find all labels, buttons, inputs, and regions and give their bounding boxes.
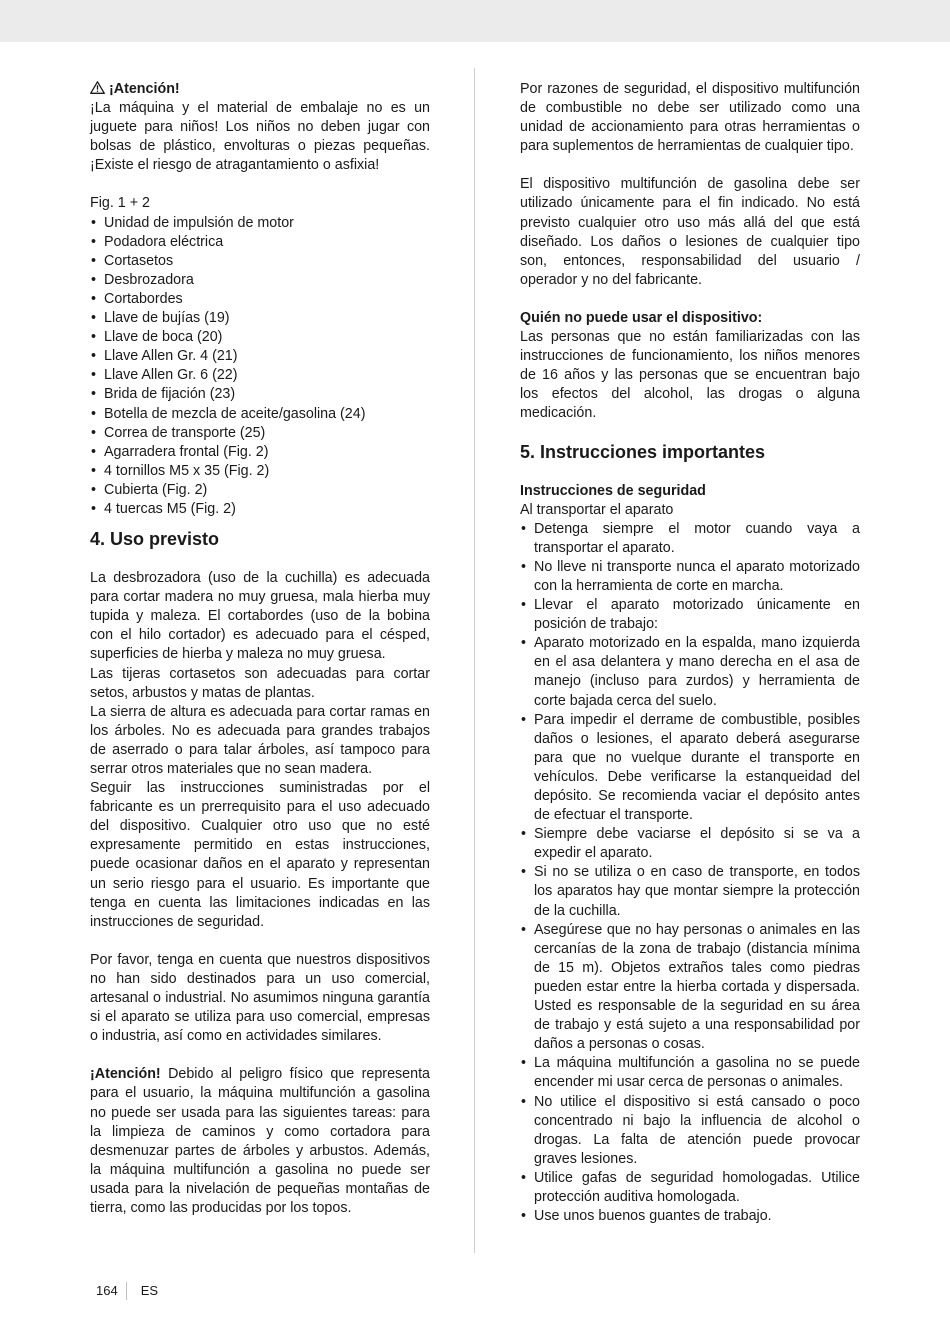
restriction-paragraph: Por razones de seguridad, el dispositivo multifunción de combustible no debe ser utilizado como una unidad de accionamiento para otras herramientas o para suplementos de herramientas de cualquier tipo. bbox=[520, 81, 860, 155]
list-item: • 4 tuercas M5 (Fig. 2) bbox=[90, 500, 430, 519]
fig-label: Fig. 1 + 2 bbox=[90, 195, 151, 212]
attention-title: ¡Atención! bbox=[109, 81, 180, 97]
list-item: • Brida de fijación (23) bbox=[90, 385, 430, 404]
attention-body: Debido al peligro físico que representa para el usuario, la máquina multifunción a gasolina no puede ser usada para las siguientes tareas: para la limpieza de caminos y como cortadora para desmenuzar partes de árboles y arbustos. Además, la máquina multifunción a gasolina no puede ser usada para la nivelación de pequeñas montañas de tierra, como las producidas por los topos. bbox=[90, 1066, 430, 1216]
who-cannot-use-text: Las personas que no están familiarizadas con las instrucciones de funcionamiento, los niños menores de 16 años y las personas que se encuentran bajo los efectos del alcohol, las drogas o alguna medicación. bbox=[520, 329, 860, 422]
list-item: • No utilice el dispositivo si está cansado o poco concentrado ni bajo la influencia de alcohol o drogas. La falta de atención puede provocar graves lesiones. bbox=[520, 1093, 860, 1169]
list-item: • Agarradera frontal (Fig. 2) bbox=[90, 443, 430, 462]
liability-paragraph: El dispositivo multifunción de gasolina debe ser utilizado únicamente para el fin indicado. No está previsto cualquier otro uso más allá del que está diseñado. Los daños o lesiones de cualquier tipo son, entonces, responsabilidad del usuario / operador y no del fabricante. bbox=[520, 176, 860, 288]
list-item: • Cortasetos bbox=[90, 252, 430, 271]
list-item: • Correa de transporte (25) bbox=[90, 424, 430, 443]
who-cannot-use-heading: Quién no puede usar el dispositivo: bbox=[520, 309, 763, 326]
list-item: • Siempre debe vaciarse el depósito si se va a expedir el aparato. bbox=[520, 825, 860, 863]
list-item: • Desbrozadora bbox=[90, 271, 430, 290]
column-divider bbox=[474, 68, 475, 1253]
list-item: • Unidad de impulsión de motor bbox=[90, 214, 430, 233]
section-4-heading: 4. Uso previsto bbox=[90, 529, 220, 550]
list-item: • Podadora eléctrica bbox=[90, 233, 430, 252]
right-column bbox=[520, 80, 860, 1226]
transport-label: Al transportar el aparato bbox=[520, 501, 674, 518]
intended-use-paragraph-1: La desbrozadora (uso de la cuchilla) es adecuada para cortar madera no muy gruesa, mala hierba muy tupida y maleza. El cortabordes (uso de la bobina con el hilo cortador) es adecuado para el césped, superficies de hierba y maleza no muy gruesa. bbox=[90, 570, 430, 663]
attention-heading bbox=[90, 80, 430, 99]
list-item: • Use unos buenos guantes de trabajo. bbox=[520, 1207, 860, 1226]
section-5-heading: 5. Instrucciones importantes bbox=[520, 441, 766, 462]
safety-heading: Instrucciones de seguridad bbox=[520, 482, 706, 499]
intended-use-paragraph-2: Las tijeras cortasetos son adecuadas para cortar setos, arbustos y matas de plantas. bbox=[90, 665, 430, 701]
list-item: • Llave Allen Gr. 6 (22) bbox=[90, 366, 430, 385]
list-item: • Llave de boca (20) bbox=[90, 328, 430, 347]
list-item: • 4 tornillos M5 x 35 (Fig. 2) bbox=[90, 462, 430, 481]
intended-use-paragraph-6 bbox=[90, 1065, 430, 1218]
list-item: • No lleve ni transporte nunca el aparato motorizado con la herramienta de corte en marcha. bbox=[520, 558, 860, 596]
page-footer bbox=[96, 1282, 158, 1300]
safety-list bbox=[520, 520, 860, 1226]
list-item: • Si no se utiliza o en caso de transporte, en todos los aparatos hay que montar siempre la protección de la cuchilla. bbox=[520, 863, 860, 920]
list-item: • Aparato motorizado en la espalda, mano izquierda en el asa delantera y mano derecha en el asa de manejo (incluso para zurdos) y herramienta de corte bajada cerca del suelo. bbox=[520, 634, 860, 710]
attention-label: ¡Atención! bbox=[90, 1066, 161, 1083]
intended-use-paragraph-3: La sierra de altura es adecuada para cortar ramas en los árboles. No es adecuada para grandes trabajos de aserrado o para talar árboles, así tampoco para serrar otros materiales que no sean madera. bbox=[90, 703, 430, 777]
attention-text: ¡La máquina y el material de embalaje no es un juguete para niños! Los niños no deben jugar con bolsas de plástico, envolturas o piezas pequeñas. ¡Existe el riesgo de atragantamiento o asfixia! bbox=[90, 100, 430, 174]
top-band bbox=[0, 0, 950, 42]
list-item: • Detenga siempre el motor cuando vaya a transportar el aparato. bbox=[520, 520, 860, 558]
list-item: • Botella de mezcla de aceite/gasolina (24) bbox=[90, 405, 430, 424]
list-item: • Cubierta (Fig. 2) bbox=[90, 481, 430, 500]
list-item: • Llave Allen Gr. 4 (21) bbox=[90, 347, 430, 366]
list-item: • Llave de bujías (19) bbox=[90, 309, 430, 328]
list-item: • Asegúrese que no hay personas o animales en las cercanías de la zona de trabajo (distancia mínima de 15 m). Objetos extraños tales como piedras pueden estar entre la hierba cortada y dispersada. Usted es responsable de la seguridad en su área de trabajo y está sujeto a una responsabilidad por daños a personas o cosas. bbox=[520, 921, 860, 1055]
list-item: • Para impedir el derrame de combustible, posibles daños o lesiones, el aparato deberá asegurarse para que no vuelque durante el transporte en vehículos. Debe verificarse la estanqueidad del depósito. Se recomienda vaciar el depósito antes de efectuar el transporte. bbox=[520, 711, 860, 826]
parts-list bbox=[90, 214, 430, 520]
left-column bbox=[90, 80, 430, 1218]
intended-use-paragraph-4: Seguir las instrucciones suministradas por el fabricante es un prerrequisito para el uso adecuado del dispositivo. Cualquier otro uso que no esté expresamente permitido en estas instrucciones, puede ocasionar daños en el aparato y representan un serio riesgo para el usuario. Es importante que tenga en cuenta las limitaciones indicadas en las instrucciones de seguridad. bbox=[90, 780, 430, 930]
warning-triangle-icon bbox=[90, 81, 105, 94]
page-number: 164 bbox=[96, 1282, 127, 1300]
intended-use-paragraph-5: Por favor, tenga en cuenta que nuestros dispositivos no han sido destinados para un uso comercial, artesanal o industrial. No asumimos ninguna garantía si el aparato se utiliza para uso comercial, empresas o industria, así como en actividades similares. bbox=[90, 951, 430, 1045]
list-item: • La máquina multifunción a gasolina no se puede encender mi usar cerca de personas o animales. bbox=[520, 1054, 860, 1092]
list-item: • Utilice gafas de seguridad homologadas. Utilice protección auditiva homologada. bbox=[520, 1169, 860, 1207]
list-item: • Llevar el aparato motorizado únicamente en posición de trabajo: bbox=[520, 596, 860, 634]
language-code: ES bbox=[140, 1283, 159, 1298]
list-item: • Cortabordes bbox=[90, 290, 430, 309]
